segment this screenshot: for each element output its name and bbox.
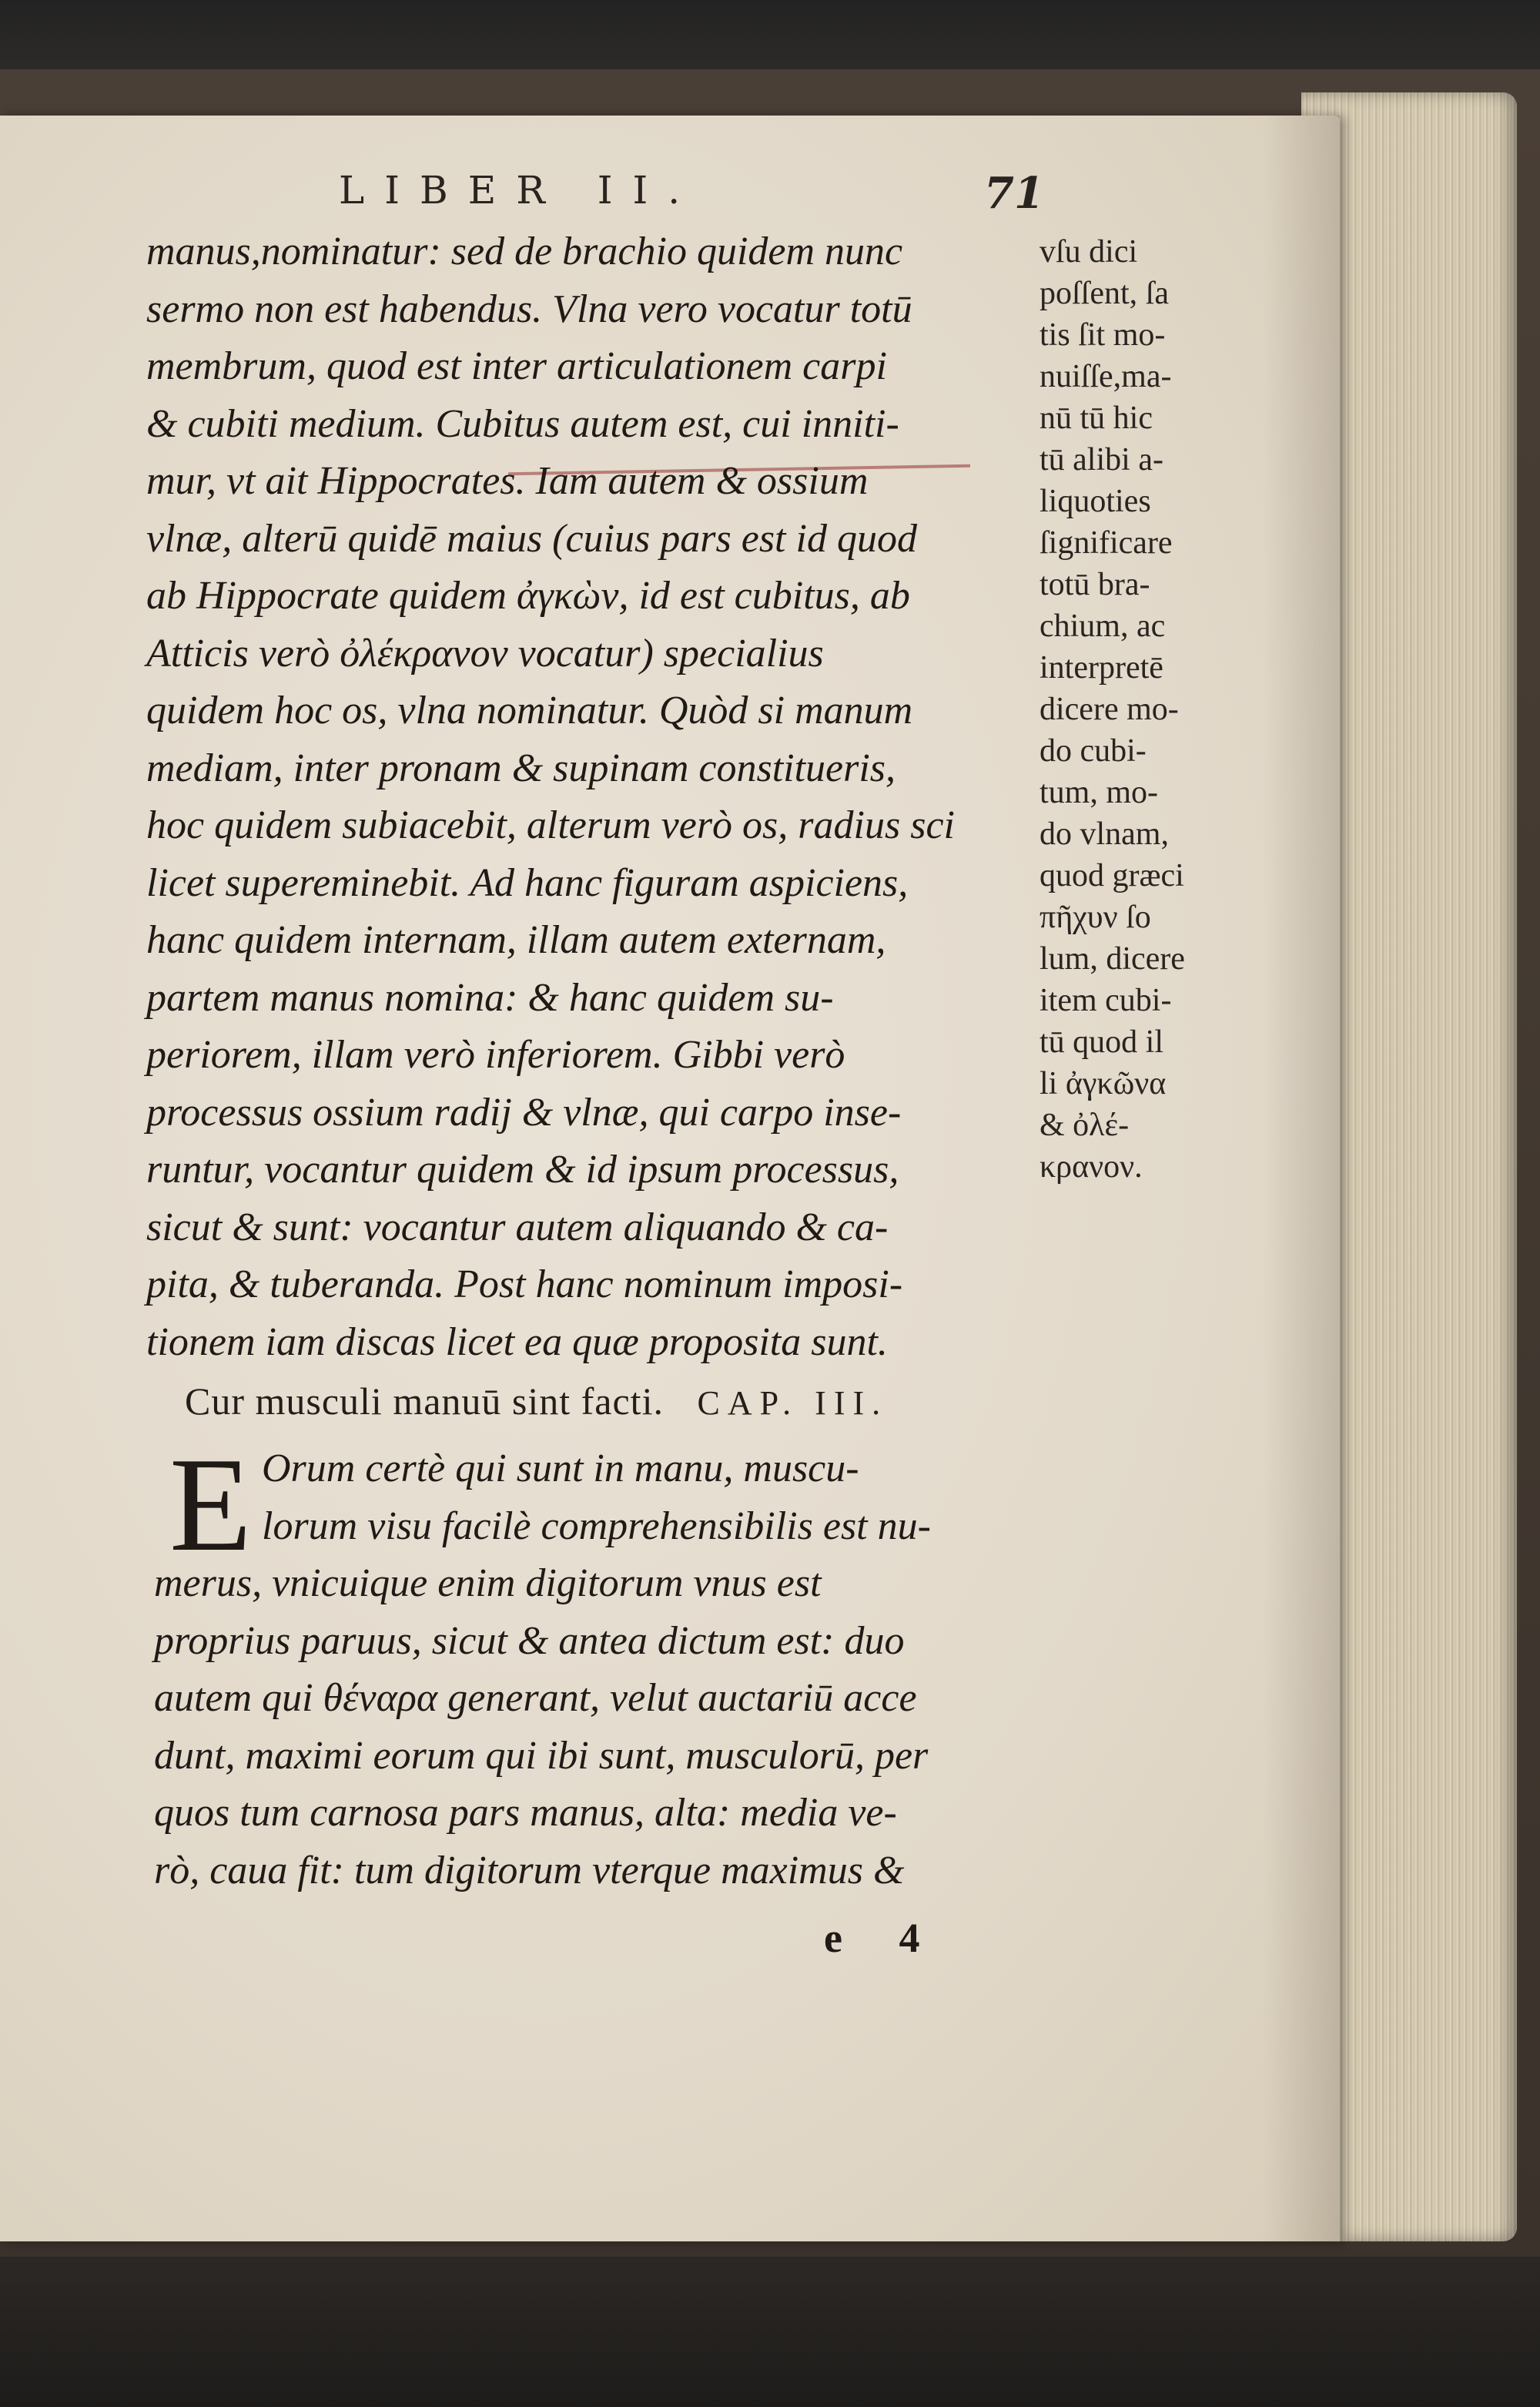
text-line: ab Hippocrate quidem ἀγκὼν, id est cubitus, ab [146, 574, 910, 618]
margin-note-line: ſignificare [1040, 525, 1173, 561]
text-line: sermo non est habendus. Vlna vero vocatur totū [146, 287, 912, 331]
margin-note-line: vſu dici [1040, 234, 1138, 270]
text-line: membrum, quod est inter articulationem carpi [146, 344, 887, 388]
text-line: periorem, illam verò inferiorem. Gibbi verò [146, 1033, 845, 1077]
chapter-number: CAP. III. [697, 1384, 889, 1422]
margin-note-line: do vlnam, [1040, 816, 1169, 852]
text-line: tionem iam discas licet ea quæ proposita sunt. [146, 1319, 888, 1364]
text-line: sicut & sunt: vocantur autem aliquando & ca- [146, 1205, 889, 1249]
margin-note-line: totū bra- [1040, 567, 1150, 602]
text-line: quidem hoc os, vlna nominatur. Quòd si manum [146, 689, 913, 732]
margin-note-line: lum, dicere [1040, 941, 1185, 977]
text-line: hoc quidem subiacebit, alterum verò os, radius sci [146, 803, 955, 847]
text-line: pita, & tuberanda. Post hanc nominum imposi- [146, 1262, 903, 1306]
margin-note-line: κρανον. [1040, 1149, 1143, 1185]
drop-cap-initial: E [169, 1430, 252, 1579]
margin-note-line: tis ſit mo- [1040, 317, 1166, 353]
text-line: hanc quidem internam, illam autem externam, [146, 918, 886, 962]
margin-note-line: tū quod il [1040, 1024, 1164, 1060]
text-line: mur, vt ait Hippocrates. Iam autem & ossium [146, 459, 869, 503]
margin-note-line: poſſent, ſa [1040, 276, 1169, 311]
margin-note-line: & ὀλέ- [1040, 1108, 1130, 1143]
margin-note-line: dicere mo- [1040, 692, 1179, 727]
text-line: processus ossium radij & vlnæ, qui carpo inse- [146, 1090, 902, 1135]
text-line: Orum certè qui sunt in manu, muscu- [262, 1447, 859, 1490]
margin-note-line: do cubi- [1040, 733, 1147, 769]
text-line: vlnæ, alterū quidē maius (cuius pars est id quod [146, 516, 917, 561]
margin-note-line: tū alibi a- [1040, 442, 1163, 478]
text-line: Atticis verò ὀλέκρανον vocatur) specialius [146, 631, 824, 676]
margin-note-line: liquoties [1040, 484, 1151, 519]
background-bottom [0, 2257, 1540, 2407]
chapter-text-block [154, 1430, 1078, 1899]
signature-mark: e 4 [824, 1915, 943, 1961]
margin-note [1040, 231, 1255, 1188]
page-number: 71 [984, 168, 1044, 219]
page-gutter-shadow [1263, 116, 1340, 2241]
margin-note-line: interpretē [1040, 650, 1163, 686]
margin-note-line: πῆχυν ſo [1040, 900, 1151, 935]
text-line: quos tum carnosa pars manus, alta: media ve- [154, 1791, 897, 1835]
text-line: runtur, vocantur quidem & id ipsum processus, [146, 1148, 899, 1192]
margin-note-line: nū tū hic [1040, 401, 1153, 436]
margin-note-line: quod græci [1040, 858, 1184, 893]
margin-note-line: chium, ac [1040, 608, 1166, 644]
background-top [0, 0, 1540, 77]
margin-note-line: li ἀγκῶνα [1040, 1066, 1167, 1101]
text-line: autem qui θέναρα generant, velut auctariū acce [154, 1676, 917, 1720]
text-line: licet supereminebit. Ad hanc figuram aspiciens, [146, 860, 909, 905]
text-line: partem manus nomina: & hanc quidem su- [146, 975, 834, 1020]
chapter-title: Cur musculi manuū sint facti. [185, 1379, 664, 1423]
text-line: rò, caua fit: tum digitorum vterque maximus & [154, 1848, 905, 1892]
text-line: proprius paruus, sicut & antea dictum est: duo [154, 1618, 905, 1663]
text-line: merus, vnicuique enim digitorum vnus est [154, 1561, 822, 1605]
text-line: mediam, inter pronam & supinam constitueris, [146, 746, 896, 790]
text-line: & cubiti medium. Cubitus autem est, cui inniti- [146, 401, 899, 446]
margin-note-line: tum, mo- [1040, 775, 1158, 810]
text-line: manus,nominatur: sed de brachio quidem nunc [146, 230, 903, 273]
main-text-block [146, 223, 1024, 1371]
text-line: dunt, maximi eorum qui ibi sunt, musculorū, per [154, 1733, 929, 1778]
running-head: LIBER II. [339, 168, 701, 213]
margin-note-line: nuiſſe,ma- [1040, 359, 1172, 394]
text-line: lorum visu facilè comprehensibilis est nu- [262, 1504, 931, 1548]
margin-note-line: item cubi- [1040, 983, 1172, 1018]
chapter-heading [185, 1379, 888, 1423]
